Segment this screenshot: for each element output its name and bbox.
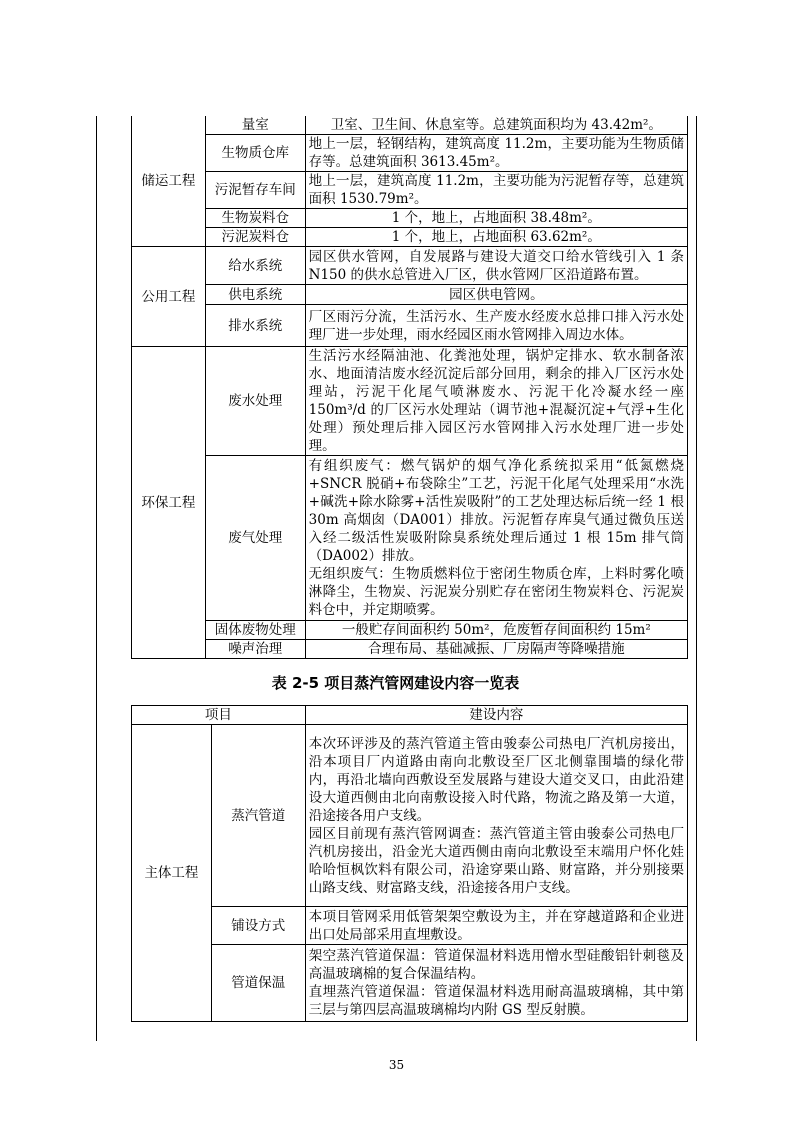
content-wastewater: 生活污水经隔油池、化粪池处理，锅炉定排水、软水制备浓水、地面清洁废水经沉淀后部分回用，剩余的排入厂区污水处理站，污泥干化尾气喷淋废水、污泥干化冷凝水经一座 150m³/d 的厂区污水处理站（调节池+混凝沉淀+气浮+生化处理）预处理后排入园区污水管网排入污水处理厂进一步处理。 <box>305 347 687 456</box>
item-water-supply: 给水系统 <box>205 247 305 285</box>
category-utility: 公用工程 <box>132 247 206 347</box>
item-power-supply: 供电系统 <box>205 285 305 305</box>
item-exhaust-gas: 废气处理 <box>205 456 305 621</box>
content-guard-room: 卫室、卫生间、休息室等。总建筑面积均为 43.42m²。 <box>305 116 687 135</box>
organized-gas-text: 有组织废气：燃气锅炉的烟气净化系统拟采用“低氮燃烧+SNCR 脱硝+布袋除尘”工艺，污泥干化尾气处理采用“水洗+碱洗+除水除雾+活性炭吸附”的工艺处理达标后统一经 1 根 30m 高烟囱（DA001）排放。污泥暂存库臭气通过微负压送入经二级活性炭吸附除臭系统处理后通过 1 根 15m 排气筒（DA002）排放。 <box>308 458 684 564</box>
content-sludge-char-silo: 1 个，地上，占地面积 63.62m²。 <box>305 228 687 247</box>
category-env: 环保工程 <box>132 347 206 659</box>
item-steam-pipe: 蒸汽管道 <box>211 725 305 907</box>
content-biochar-silo: 1 个，地上，占地面积 38.48m²。 <box>305 209 687 228</box>
item-biochar-silo: 生物炭料仓 <box>205 209 305 228</box>
content-solid-waste: 一般贮存间面积约 50m²，危废暂存间面积约 15m² <box>305 621 687 640</box>
header-item: 项目 <box>132 706 306 725</box>
steam-pipe-text-2: 园区目前现有蒸汽管网调查：蒸汽管道主管由骏泰公司热电厂汽机房接出，沿金光大道西侧由南向北敷设至末端用户怀化娃哈哈恒枫饮料有限公司，沿途穿栗山路、财富路，并分别接栗山路支线、财富路支线，沿途接各用户支线。 <box>308 825 684 896</box>
content-sludge-workshop: 地上一层，建筑高度 11.2m，主要功能为污泥暂存等，总建筑面积 1530.79m²。 <box>305 172 687 209</box>
page-number: 35 <box>388 1058 405 1072</box>
item-sludge-char-silo: 污泥炭料仓 <box>205 228 305 247</box>
item-guard-room: 量室 <box>205 116 305 135</box>
steam-pipe-text-1: 本次环评涉及的蒸汽管道主管由骏泰公司热电厂汽机房接出，沿本项目厂内道路由南向北敷设至厂区北侧靠围墙的绿化带内，再沿北墙向西敷设至发展路与建设大道交叉口，由此沿建设大道西侧由北向南敷设接入时代路，物流之路及第一大道，沿途接各用户支线。 <box>308 735 684 824</box>
content-power-supply: 园区供电管网。 <box>305 285 687 305</box>
item-biomass-warehouse: 生物质仓库 <box>205 135 305 172</box>
category-main: 主体工程 <box>132 725 212 1022</box>
content-laying: 本项目管网采用低管架架空敷设为主，并在穿越道路和企业进出口处局部采用直埋敷设。 <box>305 907 687 945</box>
engineering-table <box>131 116 688 659</box>
unorganized-gas-text: 无组织废气：生物质燃料位于密闭生物质仓库，上料时雾化喷淋降尘，生物炭、污泥炭分别贮存在密闭生物炭料仓、污泥炭料仓中，并定期喷雾。 <box>308 566 684 618</box>
content-noise: 合理布局、基础减振、厂房隔声等降噪措施 <box>305 640 687 659</box>
content-insulation <box>305 945 687 1022</box>
content-exhaust-gas <box>305 456 687 621</box>
steam-network-table <box>131 705 688 1022</box>
content-water-supply: 园区供水管网，自发展路与建设大道交口给水管线引入 1 条 N150 的供水总管进入厂区，供水管网厂区沿道路布置。 <box>305 247 687 285</box>
content-drainage: 厂区雨污分流，生活污水、生产废水经废水总排口排入污水处理厂进一步处理，雨水经园区雨水管网排入周边水体。 <box>305 305 687 347</box>
content-steam-pipe <box>305 725 687 907</box>
item-wastewater: 废水处理 <box>205 347 305 456</box>
table-caption: 表 2-5 项目蒸汽管网建设内容一览表 <box>271 674 520 692</box>
item-noise: 噪声治理 <box>205 640 305 659</box>
content-biomass-warehouse: 地上一层，轻钢结构，建筑高度 11.2m，主要功能为生物质储存等。总建筑面积 3613.45m²。 <box>305 135 687 172</box>
item-sludge-workshop: 污泥暂存车间 <box>205 172 305 209</box>
item-laying: 铺设方式 <box>211 907 305 945</box>
category-storage: 储运工程 <box>132 116 206 247</box>
item-insulation: 管道保温 <box>211 945 305 1022</box>
item-drainage: 排水系统 <box>205 305 305 347</box>
item-solid-waste: 固体废物处理 <box>205 621 305 640</box>
insulation-text-2: 直埋蒸汽管道保温：管道保温材料选用耐高温玻璃棉，其中第三层与第四层高温玻璃棉均内附 GS 型反射膜。 <box>308 984 684 1018</box>
header-content: 建设内容 <box>305 706 687 725</box>
insulation-text-1: 架空蒸汽管道保温：管道保温材料选用憎水型硅酸铝针刺毯及高温玻璃棉的复合保温结构。 <box>308 948 684 982</box>
